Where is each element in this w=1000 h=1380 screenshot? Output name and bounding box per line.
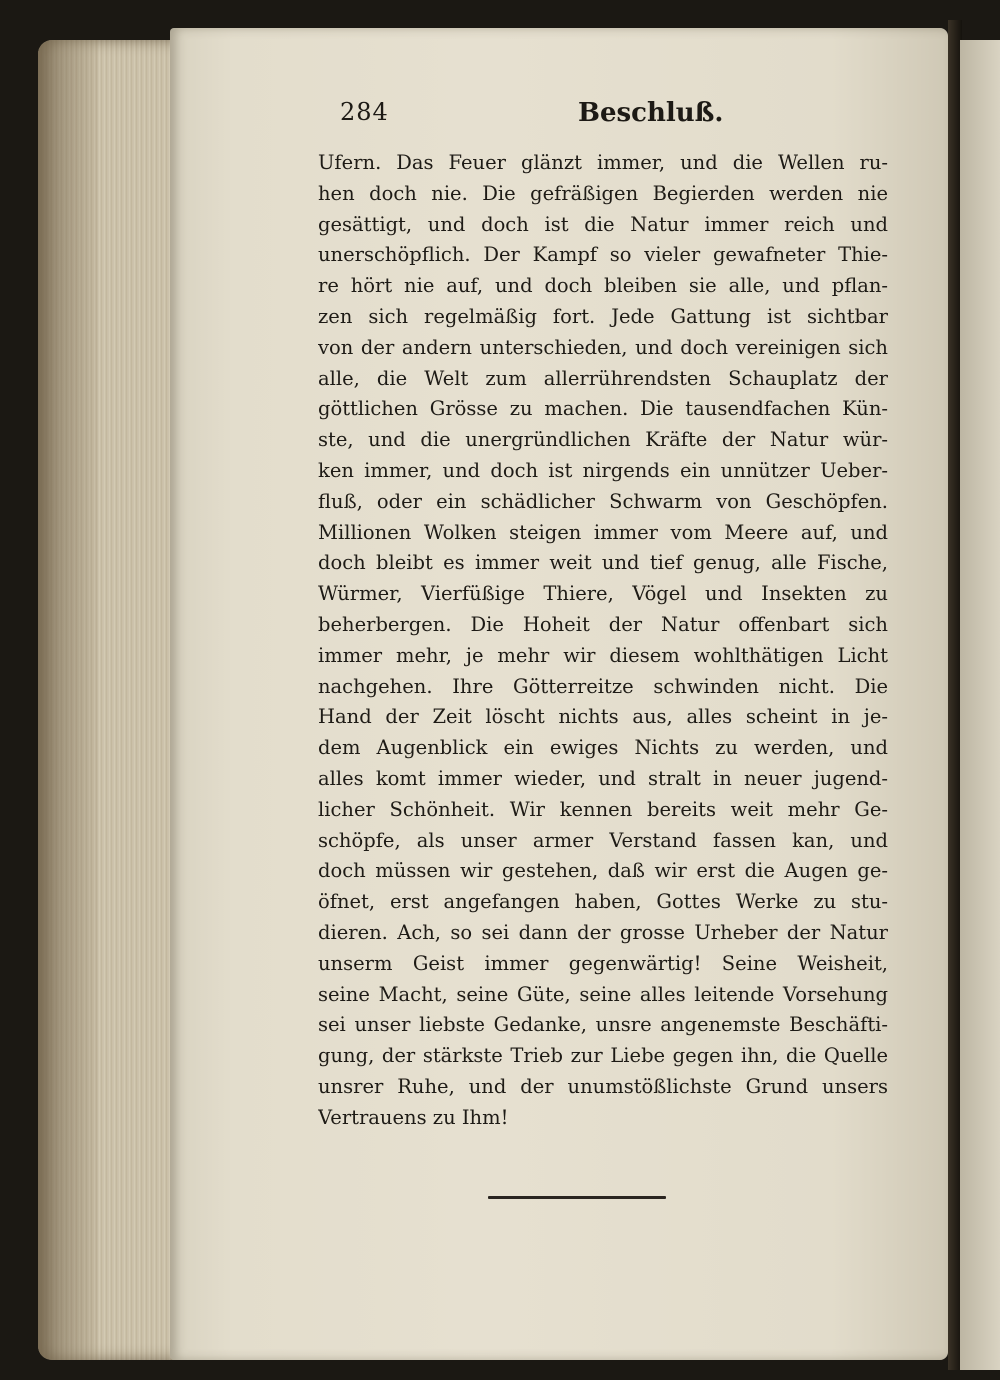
text-line: gesättigt, und doch ist die Natur immer reich und [318, 212, 888, 236]
text-line: alle, die Welt zum allerrührendsten Schauplatz der [318, 366, 888, 390]
text-line: seine Macht, seine Güte, seine alles leitende Vorsehung [318, 982, 888, 1006]
text-line: ken immer, und doch ist nirgends ein unnützer Ueber- [318, 458, 888, 482]
text-line: licher Schönheit. Wir kennen bereits weit mehr Ge- [318, 797, 888, 821]
text-line: re hört nie auf, und doch bleiben sie alle, und pflan- [318, 274, 888, 298]
text-line: immer mehr, je mehr wir diesem wohlthätigen Licht [318, 643, 888, 667]
text-line: gung, der stärkste Trieb zur Liebe gegen ihn, die Quelle [318, 1044, 888, 1068]
text-line: sei unser liebste Gedanke, unsre angenemste Beschäfti- [318, 1013, 888, 1037]
text-line: hen doch nie. Die gefräßigen Begierden werden nie [318, 181, 888, 205]
facing-page-edge [960, 40, 1000, 1370]
text-line: unerschöpflich. Der Kampf so vieler gewafneter Thie- [318, 243, 888, 267]
text-line: dieren. Ach, so sei dann der grosse Urheber der Natur [318, 920, 888, 944]
page-number: 284 [340, 98, 389, 126]
text-line: zen sich regelmäßig fort. Jede Gattung ist sichtbar [318, 304, 888, 328]
text-line: ste, und die unergründlichen Kräfte der Natur wür- [318, 428, 888, 452]
text-line: unserm Geist immer gegenwärtig! Seine Weisheit, [318, 951, 888, 975]
text-line: Würmer, Vierfüßige Thiere, Vögel und Insekten zu [318, 582, 888, 606]
text-line: von der andern unterschieden, und doch vereinigen sich [318, 335, 888, 359]
page-header [340, 98, 900, 138]
body-text [318, 148, 888, 1134]
text-line: Hand der Zeit löscht nichts aus, alles scheint in je- [318, 705, 888, 729]
text-line: Vertrauens zu Ihm! [318, 1105, 509, 1129]
text-line: Millionen Wolken steigen immer vom Meere auf, und [318, 520, 888, 544]
text-line: dem Augenblick ein ewiges Nichts zu werden, und [318, 736, 888, 760]
text-line: nachgehen. Ihre Götterreitze schwinden nicht. Die [318, 674, 888, 698]
text-line: doch müssen wir gestehen, daß wir erst die Augen ge- [318, 859, 888, 883]
text-line: alles komt immer wieder, und stralt in neuer jugend- [318, 766, 888, 790]
end-rule [488, 1196, 666, 1199]
text-line: fluß, oder ein schädlicher Schwarm von Geschöpfen. [318, 489, 888, 513]
text-line: doch bleibt es immer weit und tief genug, alle Fische, [318, 551, 888, 575]
page-edge-shadow [38, 40, 98, 1360]
text-line: öfnet, erst angefangen haben, Gottes Werke zu stu- [318, 890, 888, 914]
text-line: unsrer Ruhe, und der unumstößlichste Grund unsers [318, 1074, 888, 1098]
text-line: schöpfe, als unser armer Verstand fassen kan, und [318, 828, 888, 852]
text-line: beherbergen. Die Hoheit der Natur offenbart sich [318, 612, 888, 636]
running-title: Beschluß. [578, 98, 724, 128]
text-line: göttlichen Grösse zu machen. Die tausendfachen Kün- [318, 397, 888, 421]
text-line: Ufern. Das Feuer glänzt immer, und die Wellen ru- [318, 151, 888, 174]
